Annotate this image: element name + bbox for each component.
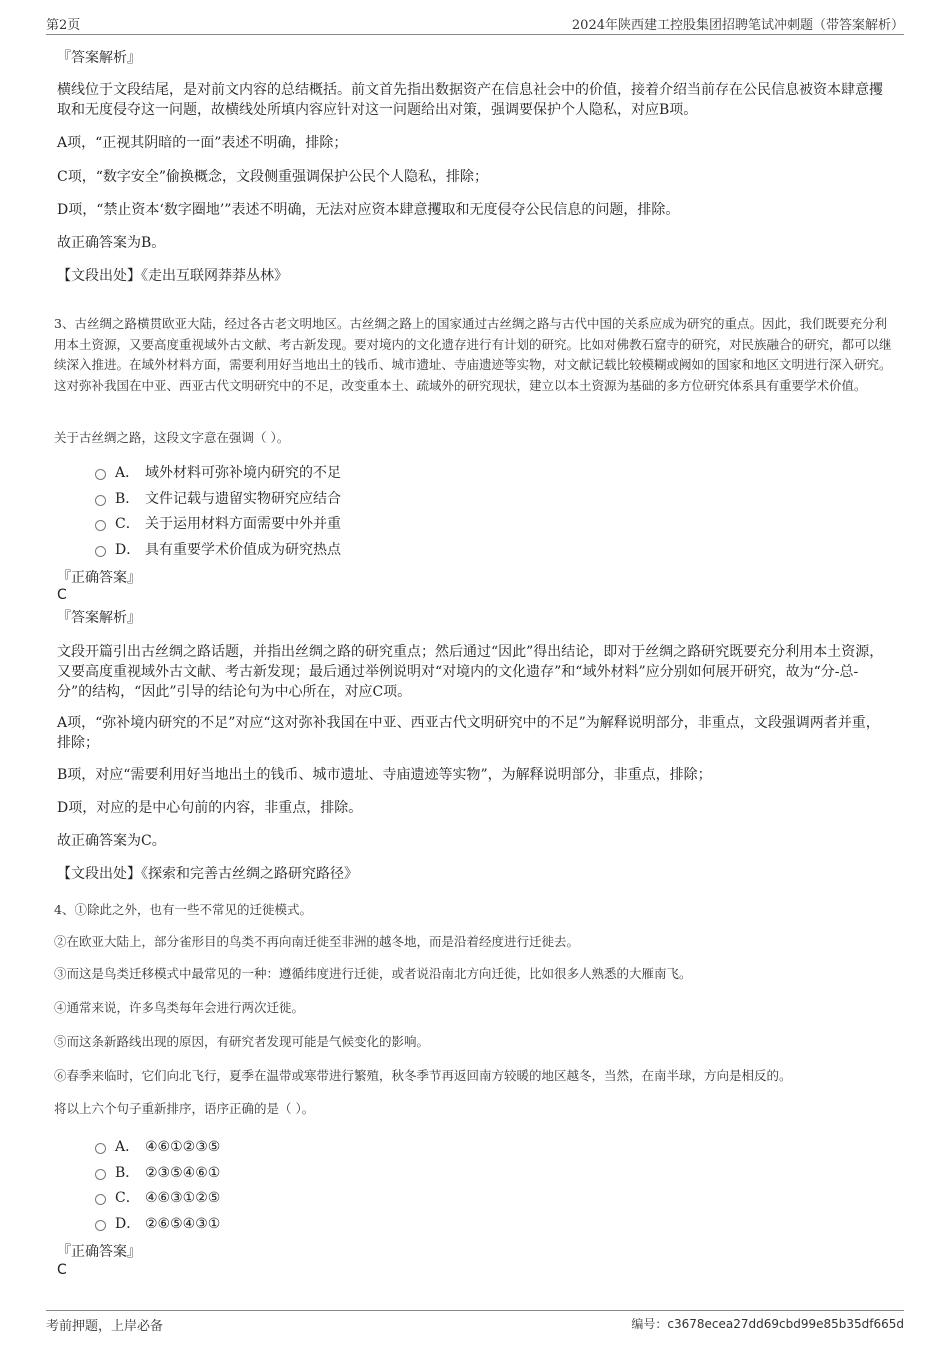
option-text: 关于运用材料方面需要中外并重: [145, 516, 341, 532]
q3-analysis-paragraph: 文段开篇引出古丝绸之路话题，并指出丝绸之路的研究重点；然后通过“因此”得出结论，即对于丝绸之路研究既要充分利用本土资源，又要高度重视域外古文献、考古新发现；最后通过举例说明对“对境内的文化遗存”和“域外材料”应分别如何展开研究，故为“分-总-分”的结构，“因此”引导的结论句为中心所在，对应C项。: [57, 644, 884, 700]
option-text: ④⑥①②③⑤: [145, 1139, 221, 1155]
q4-sentence-1: 4、①除此之外，也有一些不常见的迁徙模式。: [54, 902, 312, 917]
q3-source: 【文段出处】《探索和完善古丝绸之路研究路径》: [57, 866, 358, 882]
option-letter: B．: [115, 1165, 140, 1181]
q4-stem: 将以上六个句子重新排序，语序正确的是（ ）。: [54, 1101, 315, 1116]
q2-source: 【文段出处】《走出互联网莽莽丛林》: [57, 268, 288, 284]
option-text: 具有重要学术价值成为研究热点: [145, 542, 341, 558]
option-letter: A．: [115, 1139, 140, 1155]
q3-conclusion: 故正确答案为C。: [57, 833, 166, 849]
document-title: 2024年陕西建工控股集团招聘笔试冲刺题（带答案解析）: [571, 18, 904, 33]
q4-sentence-3: ③而这是鸟类迁移模式中最常见的一种：遵循纬度进行迁徙，或者说沿南北方向迁徙，比如很多人熟悉的大雁南飞。: [54, 966, 692, 981]
radio-icon[interactable]: [95, 495, 106, 506]
q4-answer: C: [57, 1262, 67, 1278]
page-header: [46, 14, 904, 35]
q3-analysis-option-d: D项，对应的是中心句前的内容，非重点，排除。: [57, 800, 363, 816]
footer-code: 编号：c3678ecea27dd69cbd99e85b35df665d: [631, 1317, 904, 1331]
q2-analysis-option-c: C项，“数字安全”偷换概念，文段侧重强调保护公民个人隐私，排除；: [57, 169, 489, 185]
radio-icon[interactable]: [95, 1169, 106, 1180]
q3-passage: 3、古丝绸之路横贯欧亚大陆，经过各古老文明地区。古丝绸之路上的国家通过古丝绸之路与古代中国的关系应成为研究的重点。因此，我们既要充分利用本土资源，又要高度重视域外古文献、考古新发现。要对境内的文化遗存进行有计划的研究。比如对佛教石窟寺的研究，对民族融合的研究，都可以继续深入推进。在域外材料方面，需要利用好当地出土的钱币、城市遗址、寺庙遗迹等实物，对文献记载比较模糊或阙如的国家和地区文明进行深入研究。这对弥补我国在中亚、西亚古代文明研究中的不足，改变重本土、疏域外的研究现状，建立以本土资源为基础的多方位研究体系具有重要学术价值。: [54, 316, 892, 393]
q3-answer: C: [57, 587, 67, 603]
option-text: ④⑥③①②⑤: [145, 1190, 221, 1206]
page-number: 第2页: [46, 18, 81, 33]
option-text: ②③⑤④⑥①: [145, 1165, 221, 1181]
radio-icon[interactable]: [95, 469, 106, 480]
q4-sentence-6: ⑥春季来临时，它们向北飞行，夏季在温带或寒带进行繁殖，秋冬季节再返回南方较暖的地区越冬，当然，在南半球，方向是相反的。: [54, 1068, 792, 1083]
option-letter: B．: [115, 491, 140, 507]
q2-analysis-paragraph: 横线位于文段结尾，是对前文内容的总结概括。前文首先指出数据资产在信息社会中的价值，接着介绍当前存在公民信息被资本肆意攫取和无度侵夺这一问题，故横线处所填内容应针对这一问题给出对策，强调要保护个人隐私，对应B项。: [57, 82, 883, 118]
radio-icon[interactable]: [95, 1143, 106, 1154]
q2-conclusion: 故正确答案为B。: [57, 235, 166, 251]
option-text: 文件记载与遗留实物研究应结合: [145, 491, 341, 507]
q3-analysis-label: 『答案解析』: [57, 610, 141, 626]
option-letter: C．: [115, 516, 140, 532]
q2-analysis-label: 『答案解析』: [57, 50, 141, 66]
radio-icon[interactable]: [95, 1220, 106, 1231]
radio-icon[interactable]: [95, 1194, 106, 1205]
q3-correct-label: 『正确答案』: [57, 570, 141, 586]
option-text: ②⑥⑤④③①: [145, 1216, 221, 1232]
radio-icon[interactable]: [95, 520, 106, 531]
q4-correct-label: 『正确答案』: [57, 1244, 141, 1260]
q2-analysis-option-a: A项，“正视其阴暗的一面”表述不明确，排除；: [57, 135, 348, 151]
q4-sentence-4: ④通常来说，许多鸟类每年会进行两次迁徙。: [54, 1000, 305, 1015]
q3-stem: 关于古丝绸之路，这段文字意在强调（ ）。: [54, 430, 290, 445]
option-letter: A．: [115, 465, 140, 481]
option-letter: C．: [115, 1190, 140, 1206]
option-letter: D．: [115, 1216, 141, 1232]
q4-sentence-5: ⑤而这条新路线出现的原因，有研究者发现可能是气候变化的影响。: [54, 1034, 430, 1049]
option-text: 域外材料可弥补境内研究的不足: [145, 465, 341, 481]
q2-analysis-option-d: D项，“禁止资本‘数字圈地’”表述不明确，无法对应资本肆意攫取和无度侵夺公民信息的问题，排除。: [57, 202, 680, 218]
radio-icon[interactable]: [95, 546, 106, 557]
option-letter: D．: [115, 542, 141, 558]
q3-analysis-option-a: A项，“弥补境内研究的不足”对应“这对弥补我国在中亚、西亚古代文明研究中的不足”为解释说明部分，非重点，文段强调两者并重，排除；: [57, 715, 880, 751]
footer-slogan: 考前押题，上岸必备: [46, 1319, 164, 1334]
q4-sentence-2: ②在欧亚大陆上，部分雀形目的鸟类不再向南迁徙至非洲的越冬地，而是沿着经度进行迁徙去。: [54, 934, 580, 949]
page-footer: [46, 1310, 904, 1334]
q3-analysis-option-b: B项，对应“需要利用好当地出土的钱币、城市遗址、寺庙遗迹等实物”，为解释说明部分，非重点，排除；: [57, 767, 712, 783]
